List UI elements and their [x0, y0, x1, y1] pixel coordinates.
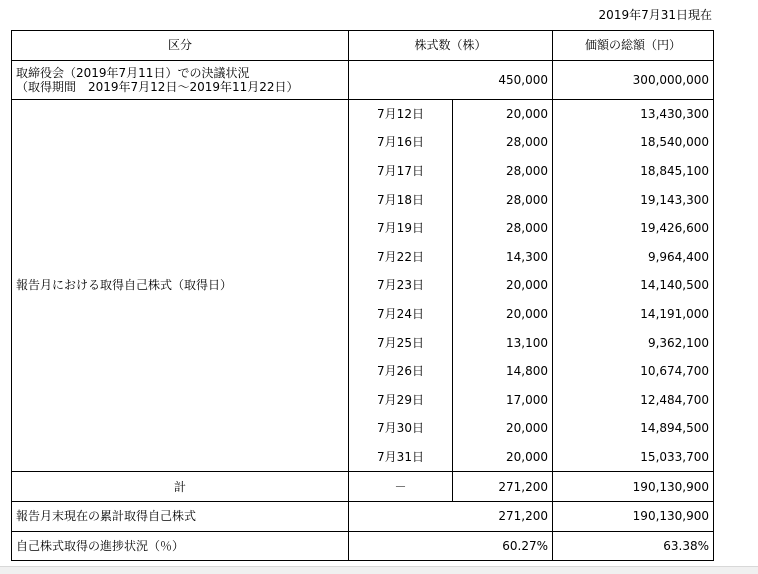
- daily-shares: 28,000: [453, 157, 553, 186]
- resolution-label-line1: 取締役会（2019年7月11日）での決議状況: [16, 65, 250, 80]
- as-of-date: 2019年7月31日現在: [598, 8, 712, 22]
- daily-amount: 9,964,400: [553, 243, 714, 272]
- daily-shares: 28,000: [453, 214, 553, 243]
- header-category: 区分: [12, 31, 349, 61]
- treasury-stock-table: [11, 30, 714, 561]
- daily-shares: 13,100: [453, 328, 553, 357]
- daily-shares: 14,300: [453, 243, 553, 272]
- resolution-amount: 300,000,000: [553, 60, 714, 99]
- header-shares: 株式数（株）: [349, 31, 553, 61]
- progress-label: 自己株式取得の進捗状況（％）: [12, 531, 349, 561]
- header-row: [12, 31, 714, 61]
- daily-amount: 14,191,000: [553, 300, 714, 329]
- cumulative-label: 報告月末現在の累計取得自己株式: [12, 501, 349, 531]
- daily-amount: 13,430,300: [553, 99, 714, 128]
- daily-amount: 14,140,500: [553, 271, 714, 300]
- daily-shares: 14,800: [453, 357, 553, 386]
- cumulative-shares: 271,200: [349, 501, 553, 531]
- daily-shares: 20,000: [453, 271, 553, 300]
- daily-shares: 28,000: [453, 128, 553, 157]
- daily-date: 7月23日: [349, 271, 453, 300]
- daily-date: 7月12日: [349, 99, 453, 128]
- acquired-label: 報告月における取得自己株式（取得日）: [12, 99, 349, 472]
- header-amount: 価額の総額（円）: [553, 31, 714, 61]
- daily-amount: 14,894,500: [553, 414, 714, 443]
- daily-date: 7月19日: [349, 214, 453, 243]
- daily-amount: 19,426,600: [553, 214, 714, 243]
- daily-date: 7月26日: [349, 357, 453, 386]
- daily-date: 7月18日: [349, 185, 453, 214]
- resolution-label-line2: （取得期間 2019年7月12日～2019年11月22日）: [16, 79, 299, 94]
- daily-shares: 28,000: [453, 185, 553, 214]
- daily-amount: 18,845,100: [553, 157, 714, 186]
- daily-date: 7月17日: [349, 157, 453, 186]
- daily-shares: 20,000: [453, 443, 553, 472]
- daily-amount: 19,143,300: [553, 185, 714, 214]
- daily-shares: 20,000: [453, 300, 553, 329]
- total-shares: 271,200: [453, 472, 553, 502]
- cumulative-amount: 190,130,900: [553, 501, 714, 531]
- daily-amount: 15,033,700: [553, 443, 714, 472]
- daily-date: 7月31日: [349, 443, 453, 472]
- progress-amount: 63.38%: [553, 531, 714, 561]
- total-amount: 190,130,900: [553, 472, 714, 502]
- daily-amount: 18,540,000: [553, 128, 714, 157]
- daily-amount: 9,362,100: [553, 328, 714, 357]
- total-label: 計: [12, 472, 349, 502]
- daily-date: 7月22日: [349, 243, 453, 272]
- daily-shares: 17,000: [453, 386, 553, 415]
- daily-date: 7月30日: [349, 414, 453, 443]
- total-row: [12, 472, 714, 502]
- total-date: －: [349, 472, 453, 502]
- daily-date: 7月24日: [349, 300, 453, 329]
- daily-amount: 12,484,700: [553, 386, 714, 415]
- daily-shares: 20,000: [453, 99, 553, 128]
- resolution-row: [12, 60, 714, 99]
- daily-date: 7月29日: [349, 386, 453, 415]
- resolution-shares: 450,000: [349, 60, 553, 99]
- daily-date: 7月16日: [349, 128, 453, 157]
- daily-date: 7月25日: [349, 328, 453, 357]
- progress-row: [12, 531, 714, 561]
- daily-shares: 20,000: [453, 414, 553, 443]
- progress-shares: 60.27%: [349, 531, 553, 561]
- daily-amount: 10,674,700: [553, 357, 714, 386]
- daily-row: [12, 99, 714, 128]
- cumulative-row: [12, 501, 714, 531]
- resolution-label: [12, 60, 349, 99]
